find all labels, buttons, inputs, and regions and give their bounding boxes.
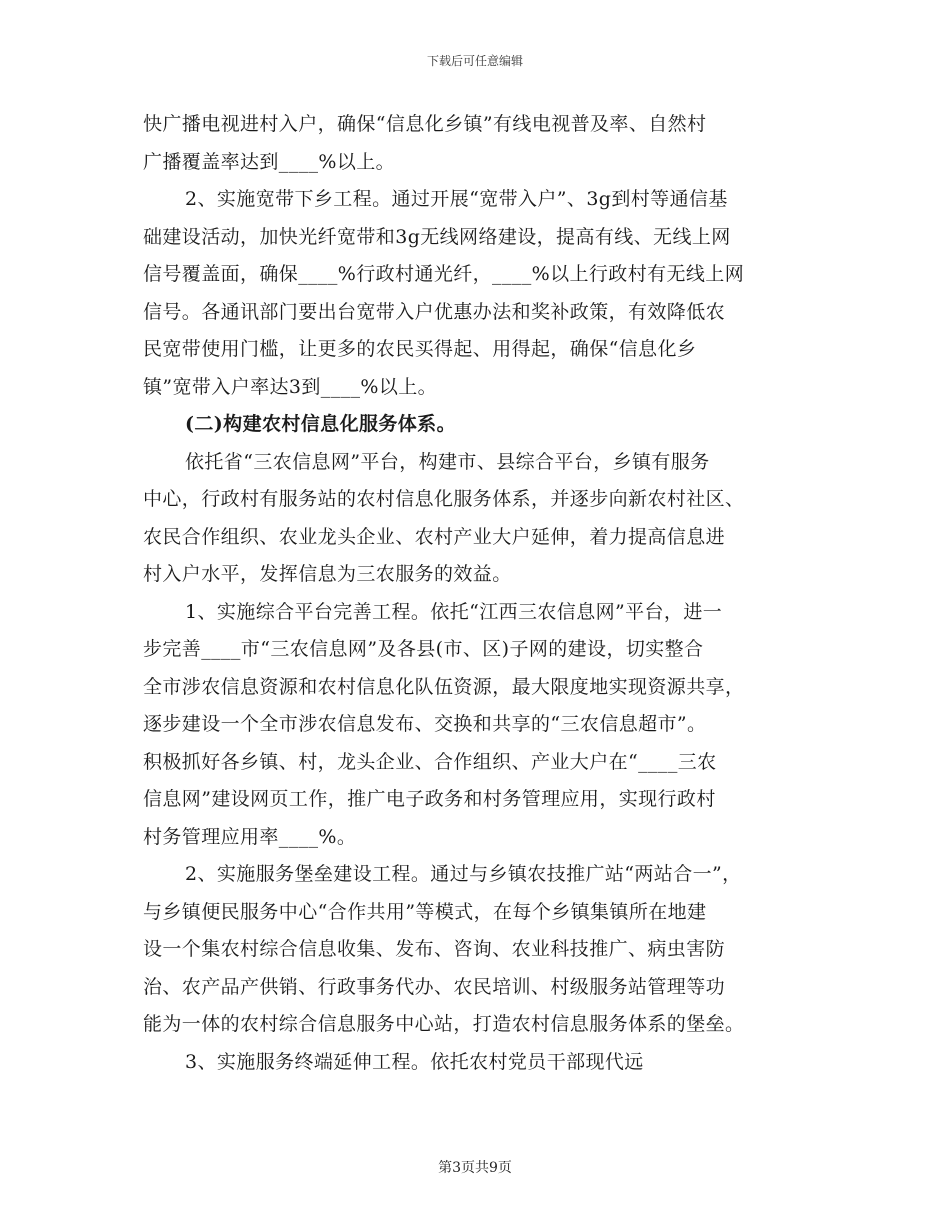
body-line: 2、实施服务堡垒建设工程。通过与乡镇农技推广站“两站合一”， [185,863,742,885]
body-line: 础建设活动，加快光纤宽带和3g无线网络建设，提高有线、无线上网 [143,225,731,248]
document-body [143,106,823,1081]
body-line: 治、农产品产供销、行政事务代办、农民培训、村级服务站管理等功 [143,975,726,998]
body-line: 镇”宽带入户率达3到____%以上。 [143,375,438,398]
page-number: 第3页共9页 [438,1160,512,1176]
body-line: 信号覆盖面，确保____%行政村通光纤，____%以上行政村有无线上网 [143,263,745,285]
body-line: 积极抓好各乡镇、村，龙头企业、合作组织、产业大户在“____三农 [143,750,717,773]
body-line: 村入户水平，发挥信息为三农服务的效益。 [143,563,512,585]
body-line: 步完善____市“三农信息网”及各县(市、区)子网的建设，切实整合 [143,638,704,660]
page-header: 下载后可任意编辑 [426,54,523,68]
body-line: 与乡镇便民服务中心“合作共用”等模式，在每个乡镇集镇所在地建 [143,900,707,923]
body-line: 1、实施综合平台完善工程。依托“江西三农信息网”平台，进一 [185,600,723,623]
section-heading: (二)构建农村信息化服务体系。 [185,413,456,435]
body-line: 2、实施宽带下乡工程。通过开展“宽带入户”、3g到村等通信基 [185,188,728,210]
body-line: 村务管理应用率____%。 [143,825,357,848]
body-line: 中心，行政村有服务站的农村信息化服务体系，并逐步向新农村社区、 [143,488,745,510]
body-line: 信号。各通讯部门要出台宽带入户优惠办法和奖补政策，有效降低农 [143,300,726,323]
body-line: 依托省“三农信息网”平台，构建市、县综合平台，乡镇有服务 [185,450,710,473]
body-line: 能为一体的农村综合信息服务中心站，打造农村信息服务体系的堡垒。 [143,1013,745,1035]
body-line: 3、实施服务终端延伸工程。依托农村党员干部现代远 [185,1050,644,1073]
body-line: 广播覆盖率达到____%以上。 [143,150,396,173]
body-line: 农民合作组织、农业龙头企业、农村产业大户延伸，着力提高信息进 [143,525,726,548]
body-line: 民宽带使用门槛，让更多的农民买得起、用得起，确保“信息化乡 [143,338,697,360]
body-line: 快广播电视进村入户，确保“信息化乡镇”有线电视普及率、自然村 [143,113,707,135]
body-line: 信息网”建设网页工作，推广电子政务和村务管理应用，实现行政村 [143,788,716,810]
body-line: 全市涉农信息资源和农村信息化队伍资源，最大限度地实现资源共享， [143,675,745,698]
body-line: 设一个集农村综合信息收集、发布、咨询、农业科技推广、病虫害防 [143,938,726,960]
body-line: 逐步建设一个全市涉农信息发布、交换和共享的“三农信息超市”。 [143,713,707,735]
